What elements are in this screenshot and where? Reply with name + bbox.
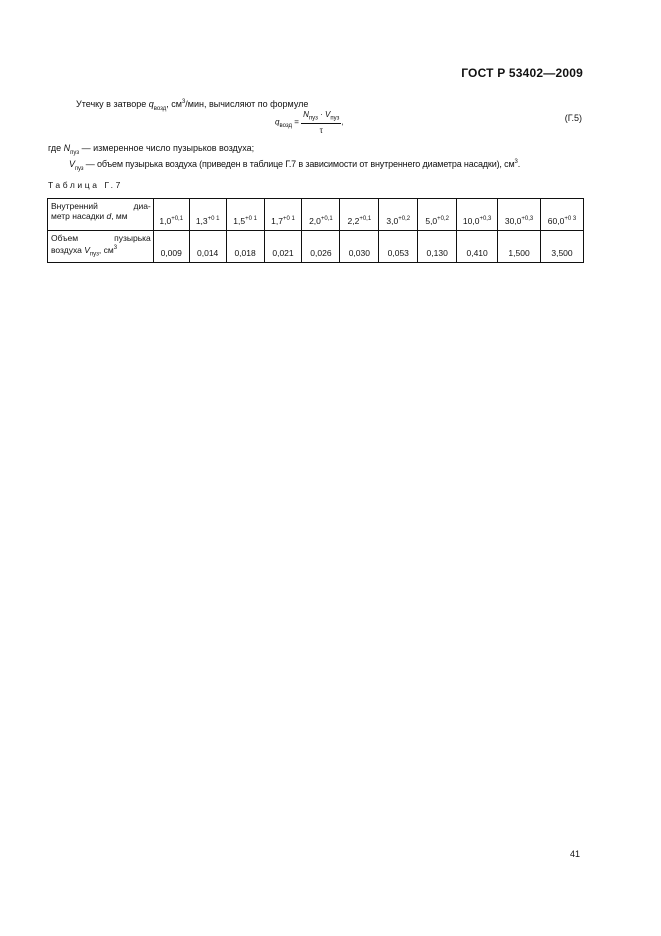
formula-fraction (301, 110, 341, 135)
table-cell: 0,130 (418, 231, 457, 263)
table-cell: 0,026 (302, 231, 340, 263)
table-cell: 1,500 (498, 231, 541, 263)
table-cell: 0,018 (226, 231, 264, 263)
formula-numerator: $N_{пуз} \cdot V_{пуз}$ (303, 110, 340, 122)
table-cell: $3,0^{+0,2}$ (379, 199, 418, 231)
row-label-diameter: Внутренний диа- метр насадки d, мм (48, 199, 154, 231)
formula-denominator: τ (319, 125, 323, 135)
where-line-2: $V_{пуз}$ — объем пузырька воздуха (приведен в таблице Г.7 в зависимости от внутреннего диаметра насадки), $см^3$. (69, 159, 521, 172)
table-cell: 3,500 (541, 231, 584, 263)
page-number: 41 (569, 849, 580, 859)
table-cell: 0,030 (340, 231, 379, 263)
table-cell: $1,5^{+0 1}$ (226, 199, 264, 231)
table-cell: $60,0^{+0 3}$ (541, 199, 584, 231)
intro-paragraph: Утечку в затворе $q_{возд}$, $см^3$/мин, вычисляют по формуле (76, 99, 309, 112)
data-table (47, 198, 584, 263)
table-cell: $1,7^{+0 1}$ (264, 199, 302, 231)
row-label-volume: Объем пузырька воздуха $V_{пуз}$, $см^3$ (48, 231, 154, 263)
where-line-1: где $N_{пуз}$ — измеренное число пузырьков воздуха; (48, 143, 255, 156)
formula: $q_{возд}$ = $\frac{N_{пуз} \cdot V_{пуз}}{\tau}$ , (275, 110, 344, 135)
table-cell: $1,3^{+0 1}$ (189, 199, 226, 231)
table-cell: $1,0^{+0,1}$ (153, 199, 189, 231)
table-cell: $5,0^{+0,2}$ (418, 199, 457, 231)
table-cell: 0,410 (457, 231, 498, 263)
table-cell: $2,2^{+0,1}$ (340, 199, 379, 231)
table-cell: $30,0^{+0,3}$ (498, 199, 541, 231)
table-title: Таблица Г.7 (48, 180, 123, 190)
table-cell: 0,021 (264, 231, 302, 263)
table-cell: 0,009 (153, 231, 189, 263)
table-cell: 0,053 (379, 231, 418, 263)
table-cell: 0,014 (189, 231, 226, 263)
table-cell: $2,0^{+0,1}$ (302, 199, 340, 231)
table-cell: $10,0^{+0,3}$ (457, 199, 498, 231)
equation-number: (Г.5) (564, 113, 582, 123)
table-row (48, 199, 584, 231)
table-row (48, 231, 584, 263)
document-header: ГОСТ Р 53402—2009 (461, 66, 583, 80)
